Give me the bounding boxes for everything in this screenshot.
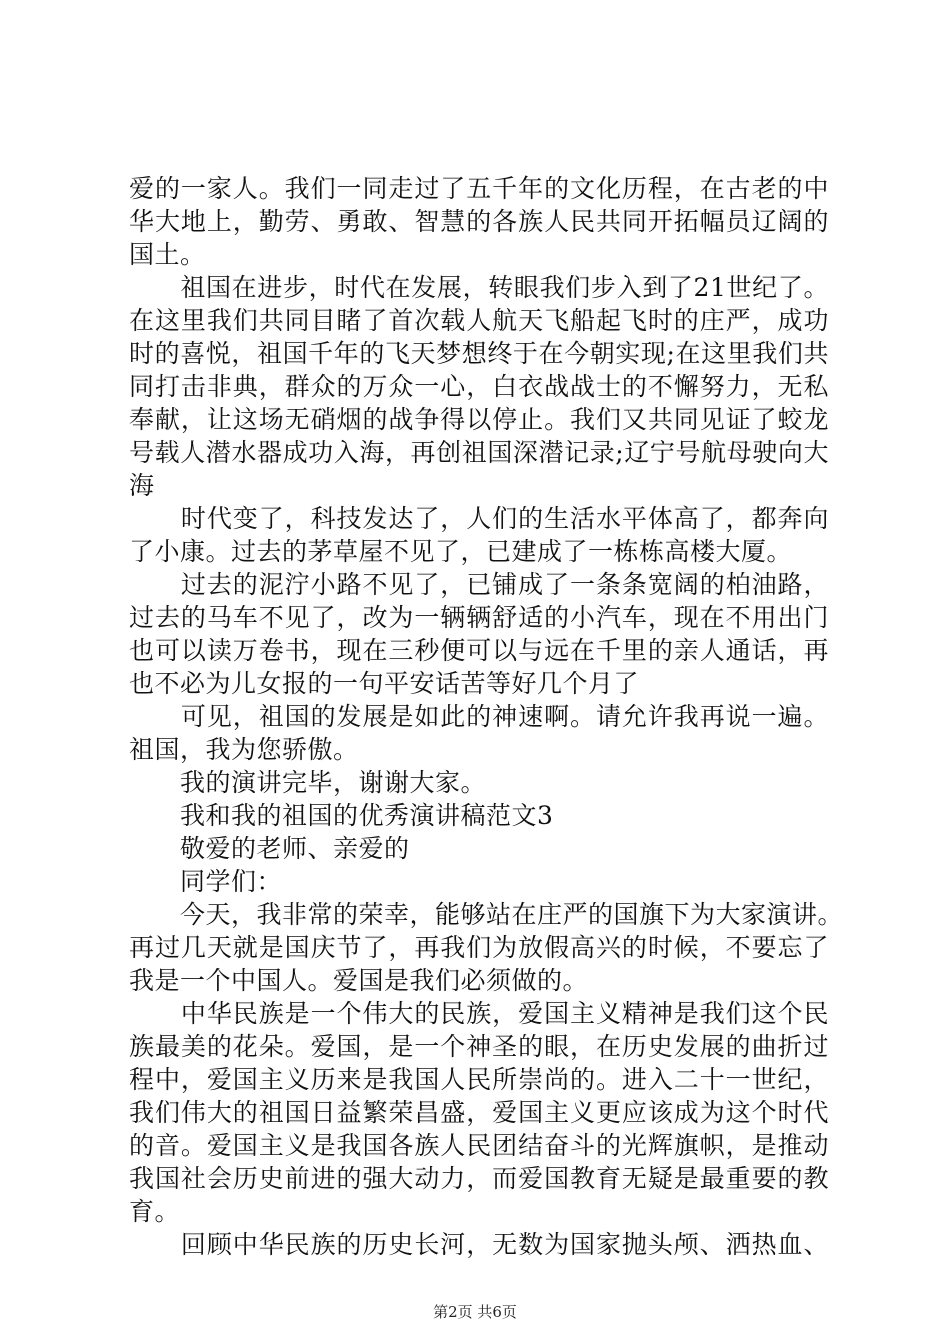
body-line: 号载人潜水器成功入海，再创祖国深潜记录;辽宁号航母驶向大: [129, 438, 829, 467]
body-line: 时代变了，科技发达了，人们的生活水平体高了，都奔向: [129, 504, 829, 533]
body-line: 同打击非典，群众的万众一心，白衣战战士的不懈努力，无私: [129, 372, 829, 401]
body-line: 中华民族是一个伟大的民族，爱国主义精神是我们这个民: [129, 999, 829, 1028]
body-line: 过去的泥泞小路不见了，已铺成了一条条宽阔的柏油路，: [129, 570, 829, 599]
body-line: 再过几天就是国庆节了，再我们为放假高兴的时候，不要忘了: [129, 933, 829, 962]
body-line: 我的演讲完毕，谢谢大家。: [129, 768, 487, 797]
body-line: 可见，祖国的发展是如此的神速啊。请允许我再说一遍。: [129, 702, 829, 731]
body-line: 海: [129, 471, 155, 500]
body-line: 爱的一家人。我们一同走过了五千年的文化历程，在古老的中: [129, 174, 829, 203]
body-line: 过去的马车不见了，改为一辆辆舒适的小汽车，现在不用出门: [129, 603, 829, 632]
body-line: 我国社会历史前进的强大动力，而爱国教育无疑是最重要的教: [129, 1164, 829, 1193]
body-line: 回顾中华民族的历史长河，无数为国家抛头颅、洒热血、: [129, 1230, 829, 1259]
body-line: 我们伟大的祖国日益繁荣昌盛，爱国主义更应该成为这个时代: [129, 1098, 829, 1127]
body-line: 国土。: [129, 240, 206, 269]
body-line: 的音。爱国主义是我国各族人民团结奋斗的光辉旗帜，是推动: [129, 1131, 829, 1160]
body-line: 族最美的花朵。爱国，是一个神圣的眼，在历史发展的曲折过: [129, 1032, 829, 1061]
body-line: 程中，爱国主义历来是我国人民所崇尚的。进入二十一世纪，: [129, 1065, 829, 1094]
section-heading: 我和我的祖国的优秀演讲稿范文3: [129, 801, 554, 830]
body-line: 了小康。过去的茅草屋不见了，已建成了一栋栋高楼大厦。: [129, 537, 793, 566]
salutation-line: 敬爱的老师、亲爱的: [129, 834, 410, 863]
body-line: 时的喜悦，祖国千年的飞天梦想终于在今朝实现;在这里我们共: [129, 339, 829, 368]
salutation-line: 同学们：: [129, 867, 283, 896]
body-line: 祖国在进步，时代在发展，转眼我们步入到了21世纪了。: [129, 273, 829, 302]
body-line: 也可以读万卷书，现在三秒便可以与远在千里的亲人通话，再: [129, 636, 829, 665]
body-line: 今天，我非常的荣幸，能够站在庄严的国旗下为大家演讲。: [129, 900, 844, 929]
body-line: 祖国，我为您骄傲。: [129, 735, 359, 764]
page-footer: 第2页 共6页: [433, 1303, 517, 1321]
body-line: 我是一个中国人。爱国是我们必须做的。: [129, 966, 589, 995]
body-line: 也不必为儿女报的一句平安话苦等好几个月了: [129, 669, 640, 698]
body-line: 华大地上，勤劳、勇敢、智慧的各族人民共同开拓幅员辽阔的: [129, 207, 829, 236]
body-line: 育。: [129, 1197, 181, 1226]
body-line: 奉献，让这场无硝烟的战争得以停止。我们又共同见证了蛟龙: [129, 405, 829, 434]
body-line: 在这里我们共同目睹了首次载人航天飞船起飞时的庄严，成功: [129, 306, 829, 335]
